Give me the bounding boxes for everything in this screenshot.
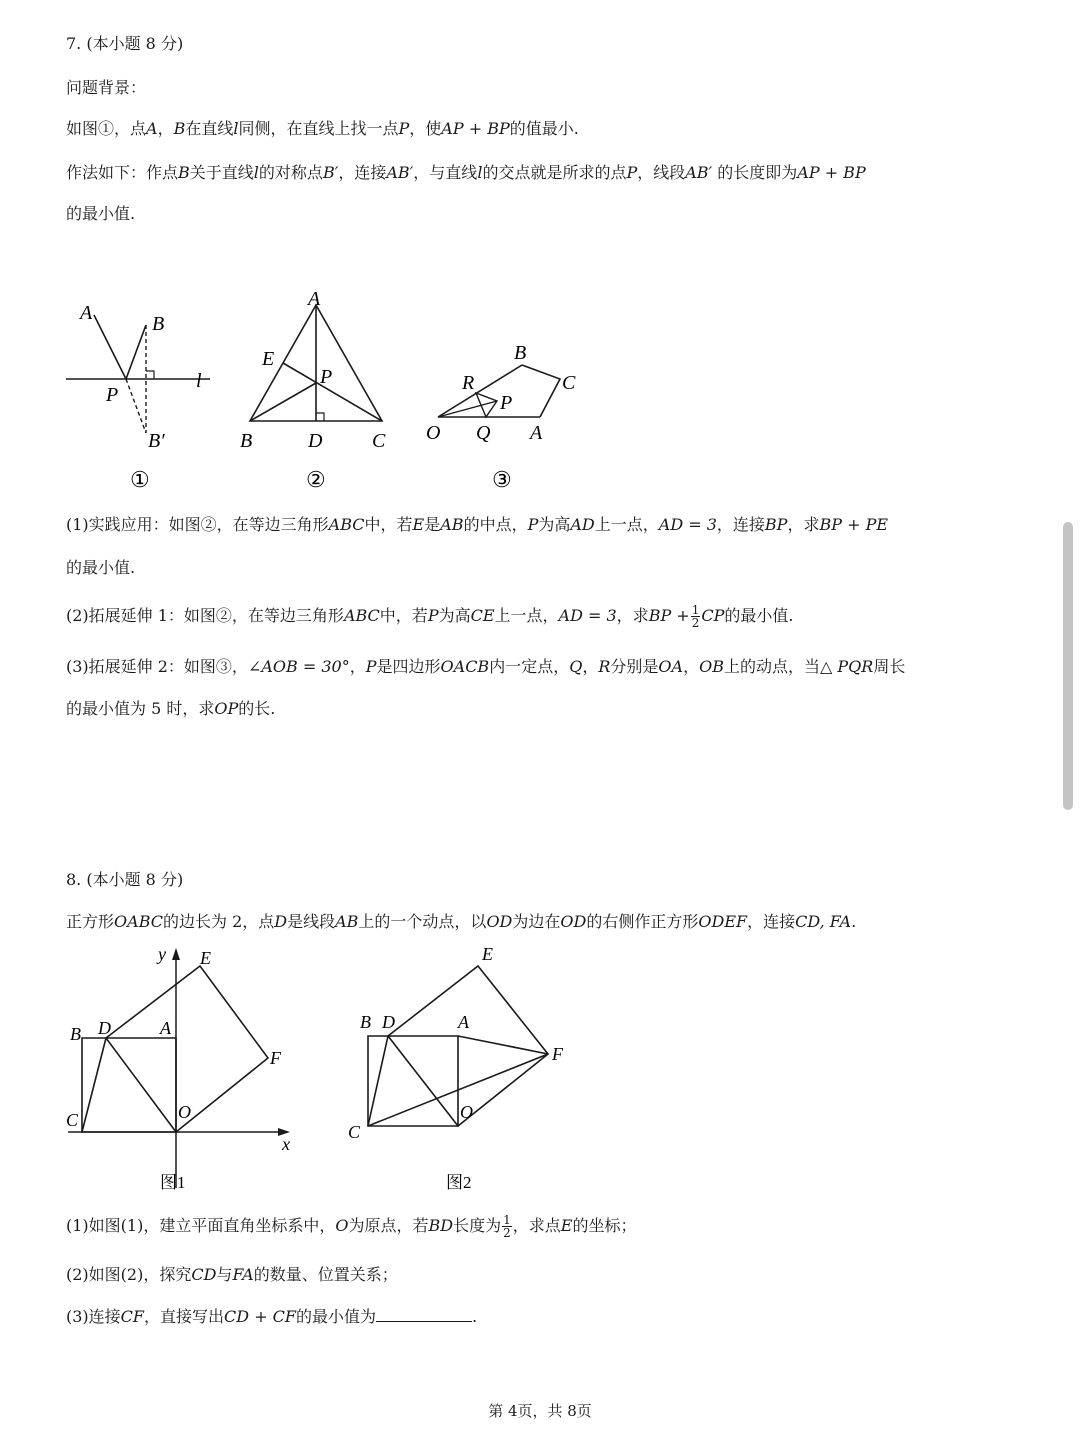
q7-figure-1 — [60, 295, 220, 499]
fig2-label-b: B — [240, 430, 253, 452]
q8-subquestion-1: (1)如图(1)，建立平面直角坐标系中，O为原点，若BD长度为 $\frac{1}{2}$ ，求点E的坐标； — [66, 1213, 637, 1240]
fig8-2-label-e: E — [482, 944, 493, 964]
fig3-label-c: C — [562, 372, 576, 394]
fig8-1-label-a: A — [160, 1018, 171, 1038]
fig3-label-o: O — [426, 422, 441, 444]
fig3-label-p: P — [500, 392, 513, 414]
fig8-2-label-c: C — [348, 1122, 361, 1142]
fig8-1-label-b: B — [70, 1024, 81, 1044]
fig8-2-label-f: F — [552, 1044, 563, 1064]
q8-subquestion-2: (2)如图(2)，探究CD与FA的数量、位置关系； — [66, 1265, 398, 1284]
q7-subquestion-1-continuation: 的最小值. — [66, 558, 136, 577]
fraction-one-half: $\frac{1}{2}$ — [503, 1213, 511, 1240]
q8-figure-2 — [340, 940, 580, 1204]
fig8-1-caption: 图1 — [160, 1173, 186, 1192]
fig8-1-label-c: C — [66, 1110, 79, 1130]
scrollbar-thumb[interactable] — [1063, 522, 1073, 810]
answer-blank[interactable] — [376, 1307, 472, 1322]
vertical-scrollbar[interactable] — [1062, 0, 1074, 1452]
fraction-one-half: $\frac{1}{2}$ — [691, 603, 700, 630]
fig1-label-b: B — [152, 313, 165, 335]
q7-figure-2 — [232, 285, 412, 499]
fig8-1-label-e: E — [200, 948, 211, 968]
fig2-caption: ② — [306, 467, 326, 492]
fig3-label-r: R — [462, 372, 475, 394]
fig1-label-p: P — [106, 384, 119, 406]
q7-subquestion-2: (2)拓展延伸 1：如图②，在等边三角形ABC中，若P为高CE上一点，AD = 3，求BP + $\frac{1}{2}$ CP的最小值. — [66, 603, 794, 630]
q7-background-title: 问题背景： — [66, 78, 147, 97]
q7-paragraph-2: 作法如下：作点B关于直线l的对称点B′，连接AB′，与直线l的交点就是所求的点P，线段AB′ 的长度即为AP + BP — [66, 163, 866, 182]
fig2-label-d: D — [308, 430, 323, 452]
q7-header: 7. (本小题 8 分) — [66, 34, 184, 53]
q8-intro: 正方形OABC的边长为 2，点D是线段AB上的一个动点，以OD为边在OD的右侧作正方形ODEF，连接CD, FA. — [66, 912, 857, 931]
fig2-label-a: A — [308, 288, 321, 310]
fig8-1-label-f: F — [270, 1048, 281, 1068]
fig8-2-label-d: D — [382, 1012, 395, 1032]
fig3-label-b: B — [514, 342, 527, 364]
fig1-label-l: l — [196, 370, 202, 392]
fig1-label-a: A — [80, 302, 93, 324]
q8-subquestion-3: (3)连接CF，直接写出CD + CF的最小值为 . — [66, 1307, 478, 1326]
fig8-2-label-a: A — [458, 1012, 469, 1032]
q8-figure-1 — [60, 940, 310, 1204]
fig8-2-caption: 图2 — [446, 1173, 472, 1192]
fig8-1-label-x: x — [282, 1134, 290, 1154]
q7-subquestion-1: (1)实践应用：如图②，在等边三角形ABC中，若E是AB的中点，P为高AD上一点，AD = 3，连接BP，求BP + PE — [66, 515, 889, 534]
q7-paragraph-2-continuation: 的最小值. — [66, 204, 136, 223]
fig2-label-p: P — [320, 366, 333, 388]
fig8-1-label-y: y — [158, 944, 166, 964]
q8-header: 8. (本小题 8 分) — [66, 870, 184, 889]
fig1-caption: ① — [130, 467, 150, 492]
q7-paragraph-1: 如图①，点A，B在直线l同侧，在直线上找一点P，使AP + BP的值最小. — [66, 119, 579, 138]
page-footer: 第 4页，共 8页 — [488, 1402, 592, 1420]
fig8-2-label-o: O — [460, 1102, 473, 1122]
fig1-label-b-prime: B′ — [148, 430, 165, 452]
fig8-1-label-d: D — [98, 1018, 111, 1038]
fig3-label-a: A — [530, 422, 543, 444]
fig8-2-label-b: B — [360, 1012, 371, 1032]
q7-figure-3 — [420, 335, 590, 499]
fig3-caption: ③ — [492, 467, 512, 492]
q7-subquestion-3-continuation: 的最小值为 5 时，求OP的长. — [66, 699, 276, 718]
q7-subquestion-3: (3)拓展延伸 2：如图③，∠AOB = 30°，P是四边形OACB内一定点，Q，R分别是OA，OB上的动点，当△ PQR周长 — [66, 657, 906, 676]
fig8-1-label-o: O — [178, 1102, 191, 1122]
fig2-label-e: E — [262, 348, 275, 370]
fig3-label-q: Q — [476, 422, 491, 444]
fig2-label-c: C — [372, 430, 386, 452]
